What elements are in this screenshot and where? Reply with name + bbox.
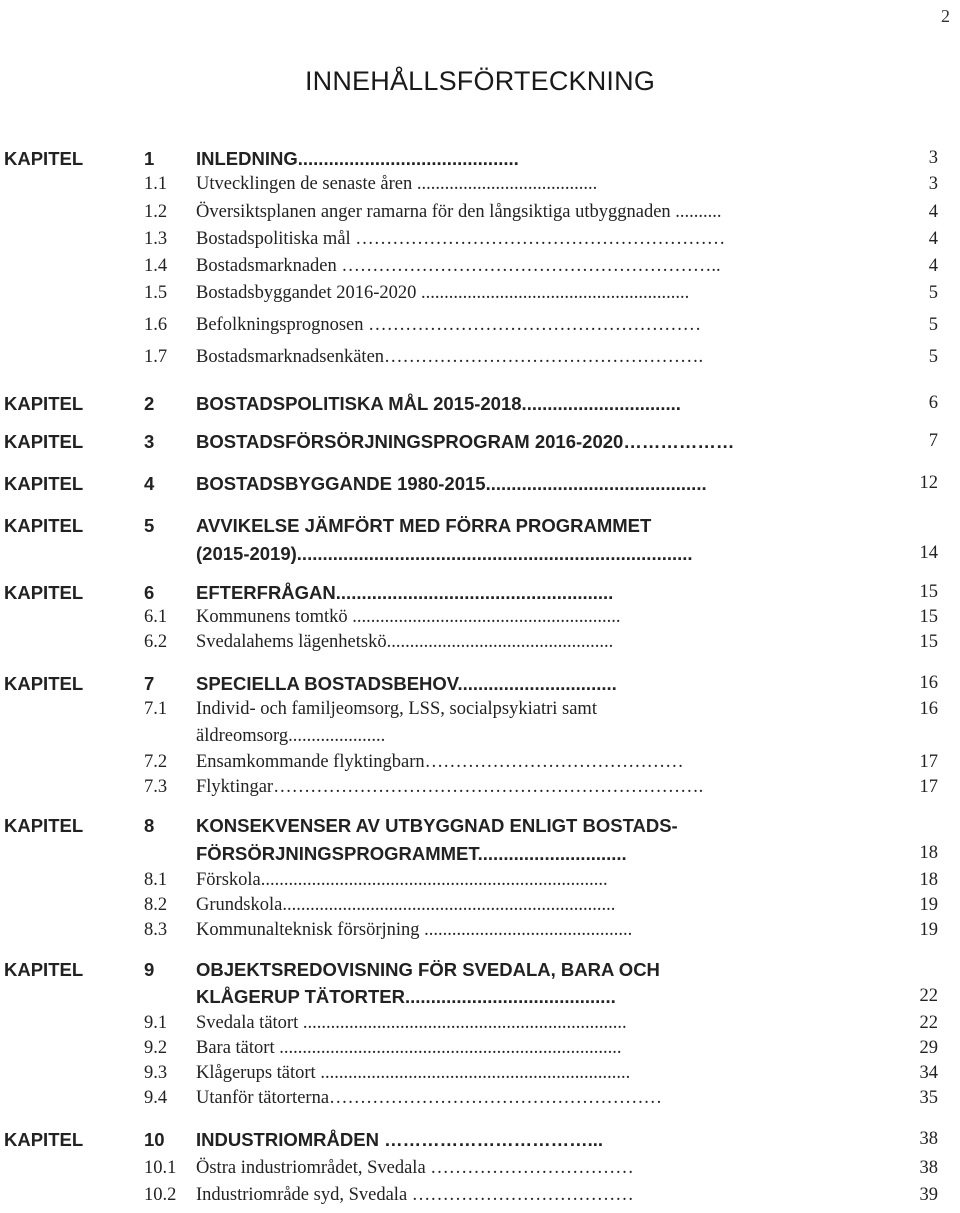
entry-title: BOSTADSFÖRSÖRJNINGSPROGRAM 2016-2020……………… [196,431,735,452]
toc-section-row [0,986,960,1014]
entry-page-number: 19 [919,920,938,940]
section-number: 1.7 [144,347,168,367]
entry-title: Kommunalteknisk försörjning ............................................. [196,920,633,940]
toc-chapter-row [0,815,960,843]
entry-title: Bostadsmarknadsenkäten……………………………………………. [196,347,704,367]
entry-page-number: 22 [919,1013,938,1033]
toc-section-row [0,920,960,948]
entry-title: Svedala tätort ...................................................................... [196,1013,627,1033]
toc-section-row [0,202,960,230]
toc-section-row [0,895,960,923]
toc-section-row [0,174,960,202]
entry-page-number: 4 [928,256,938,276]
toc-section-row [0,726,960,754]
entry-page-number: 39 [919,1185,938,1205]
toc-chapter-row [0,473,960,501]
entry-title: Flyktingar……………………………………………………………. [196,777,704,797]
toc-chapter-row [0,431,960,459]
entry-title: Kommunens tomtkö .......................................................... [196,607,621,627]
entry-title: Bostadsbyggandet 2016-2020 .......................................................... [196,283,690,303]
chapter-number: 4 [144,473,155,494]
entry-title: Bostadspolitiska mål …………………………………………………… [196,229,726,249]
section-number: 10.2 [144,1185,177,1205]
chapter-label: KAPITEL [4,148,84,169]
chapter-label: KAPITEL [4,815,84,836]
entry-page-number: 15 [919,632,938,652]
entry-page-number: 38 [919,1129,938,1149]
toc-chapter-row [0,1129,960,1157]
section-number: 7.3 [144,777,168,797]
chapter-label: KAPITEL [4,515,84,536]
entry-title: AVVIKELSE JÄMFÖRT MED FÖRRA PROGRAMMET [196,515,652,536]
entry-page-number: 12 [919,473,938,493]
entry-page-number: 17 [919,752,938,772]
toc-section-row [0,777,960,805]
toc-section-row [0,843,960,871]
entry-page-number: 34 [919,1063,938,1083]
entry-page-number: 38 [919,1158,938,1178]
section-number: 8.2 [144,895,168,915]
section-number: 1.2 [144,202,168,222]
toc-chapter-row [0,148,960,176]
chapter-label: KAPITEL [4,393,84,414]
entry-page-number: 7 [928,431,938,451]
entry-title: SPECIELLA BOSTADSBEHOV............................... [196,673,617,694]
entry-page-number: 14 [919,543,938,563]
chapter-label: KAPITEL [4,473,84,494]
section-number: 1.3 [144,229,168,249]
entry-title: Utanför tätorterna……………………………………………… [196,1088,663,1108]
chapter-number: 2 [144,393,155,414]
toc-section-row [0,1038,960,1066]
entry-title: BOSTADSBYGGANDE 1980-2015........................................... [196,473,707,494]
section-number: 10.1 [144,1158,177,1178]
chapter-number: 5 [144,515,155,536]
chapter-label: KAPITEL [4,959,84,980]
entry-title: Utvecklingen de senaste åren ....................................... [196,174,598,194]
entry-title: Klågerups tätort ................................................................... [196,1063,631,1083]
entry-title: Översiktsplanen anger ramarna för den långsiktiga utbyggnaden .......... [196,202,722,222]
section-number: 1.1 [144,174,168,194]
entry-page-number: 16 [919,699,938,719]
section-number: 7.2 [144,752,168,772]
toc-section-row [0,315,960,343]
toc-section-row [0,543,960,571]
section-number: 1.5 [144,283,168,303]
toc-chapter-row [0,515,960,543]
toc-section-row [0,283,960,311]
entry-page-number: 3 [928,148,938,168]
entry-title: OBJEKTSREDOVISNING FÖR SVEDALA, BARA OCH [196,959,660,980]
chapter-label: KAPITEL [4,431,84,452]
entry-title: INDUSTRIOMRÅDEN ……………………………... [196,1129,603,1150]
entry-page-number: 29 [919,1038,938,1058]
chapter-label: KAPITEL [4,1129,84,1150]
entry-title: Svedalahems lägenhetskö................................................. [196,632,614,652]
section-number: 1.6 [144,315,168,335]
page-title: INNEHÅLLSFÖRTECKNING [304,66,656,96]
section-number: 9.2 [144,1038,168,1058]
toc-section-row [0,699,960,727]
chapter-number: 8 [144,815,155,836]
entry-page-number: 4 [928,229,938,249]
toc-chapter-row [0,673,960,701]
entry-title: Bostadsmarknaden …………………………………………………….. [196,256,721,276]
entry-page-number: 5 [928,315,938,335]
toc-section-row [0,256,960,284]
entry-title: Grundskola........................................................................ [196,895,616,915]
entry-title: BOSTADSPOLITISKA MÅL 2015-2018............................... [196,393,681,414]
entry-page-number: 5 [928,283,938,303]
entry-page-number: 15 [919,582,938,602]
entry-page-number: 18 [919,843,938,863]
toc-section-row [0,870,960,898]
toc-section-row [0,632,960,660]
chapter-label: KAPITEL [4,582,84,603]
entry-title: Östra industriområdet, Svedala …………………………… [196,1158,634,1178]
entry-page-number: 18 [919,870,938,890]
toc-chapter-row [0,393,960,421]
entry-title: äldreomsorg..................... [196,726,386,746]
section-number: 9.1 [144,1013,168,1033]
chapter-label: KAPITEL [4,673,84,694]
entry-page-number: 3 [928,174,938,194]
section-number: 9.4 [144,1088,168,1108]
entry-title: INLEDNING........................................... [196,148,519,169]
toc-section-row [0,1013,960,1041]
entry-page-number: 35 [919,1088,938,1108]
toc-section-row [0,1158,960,1186]
section-number: 1.4 [144,256,168,276]
section-number: 9.3 [144,1063,168,1083]
entry-page-number: 4 [928,202,938,222]
entry-page-number: 6 [928,393,938,413]
entry-title: Bara tätort .......................................................................... [196,1038,622,1058]
entry-page-number: 5 [928,347,938,367]
entry-page-number: 16 [919,673,938,693]
toc-section-row [0,347,960,375]
toc-section-row [0,1063,960,1091]
entry-title: FÖRSÖRJNINGSPROGRAMMET............................. [196,843,627,864]
entry-title: Befolkningsprognosen ……………………………………………… [196,315,702,335]
entry-page-number: 15 [919,607,938,627]
section-number: 6.1 [144,607,168,627]
entry-title: (2015-2019)............................................................................. [196,543,693,564]
entry-title: Ensamkommande flyktingbarn…………………………………… [196,752,684,772]
entry-title: Individ- och familjeomsorg, LSS, socialpsykiatri samt [196,699,597,719]
toc-section-row [0,607,960,635]
toc-section-row [0,1088,960,1116]
toc-chapter-row [0,582,960,610]
entry-page-number: 19 [919,895,938,915]
section-number: 8.1 [144,870,168,890]
entry-title: KONSEKVENSER AV UTBYGGNAD ENLIGT BOSTADS- [196,815,678,836]
entry-title: Industriområde syd, Svedala ……………………………… [196,1185,634,1205]
entry-page-number: 17 [919,777,938,797]
section-number: 6.2 [144,632,168,652]
entry-title: KLÅGERUP TÄTORTER......................................... [196,986,616,1007]
section-number: 8.3 [144,920,168,940]
section-number: 7.1 [144,699,168,719]
toc-chapter-row [0,959,960,987]
toc-section-row [0,1185,960,1213]
toc-section-row [0,752,960,780]
chapter-number: 9 [144,959,155,980]
chapter-number: 3 [144,431,155,452]
page-number: 2 [941,6,950,26]
entry-title: Förskola........................................................................... [196,870,608,890]
entry-title: EFTERFRÅGAN...................................................... [196,582,614,603]
chapter-number: 1 [144,148,155,169]
chapter-number: 6 [144,582,155,603]
chapter-number: 7 [144,673,155,694]
toc-section-row [0,229,960,257]
entry-page-number: 22 [919,986,938,1006]
chapter-number: 10 [144,1129,165,1150]
